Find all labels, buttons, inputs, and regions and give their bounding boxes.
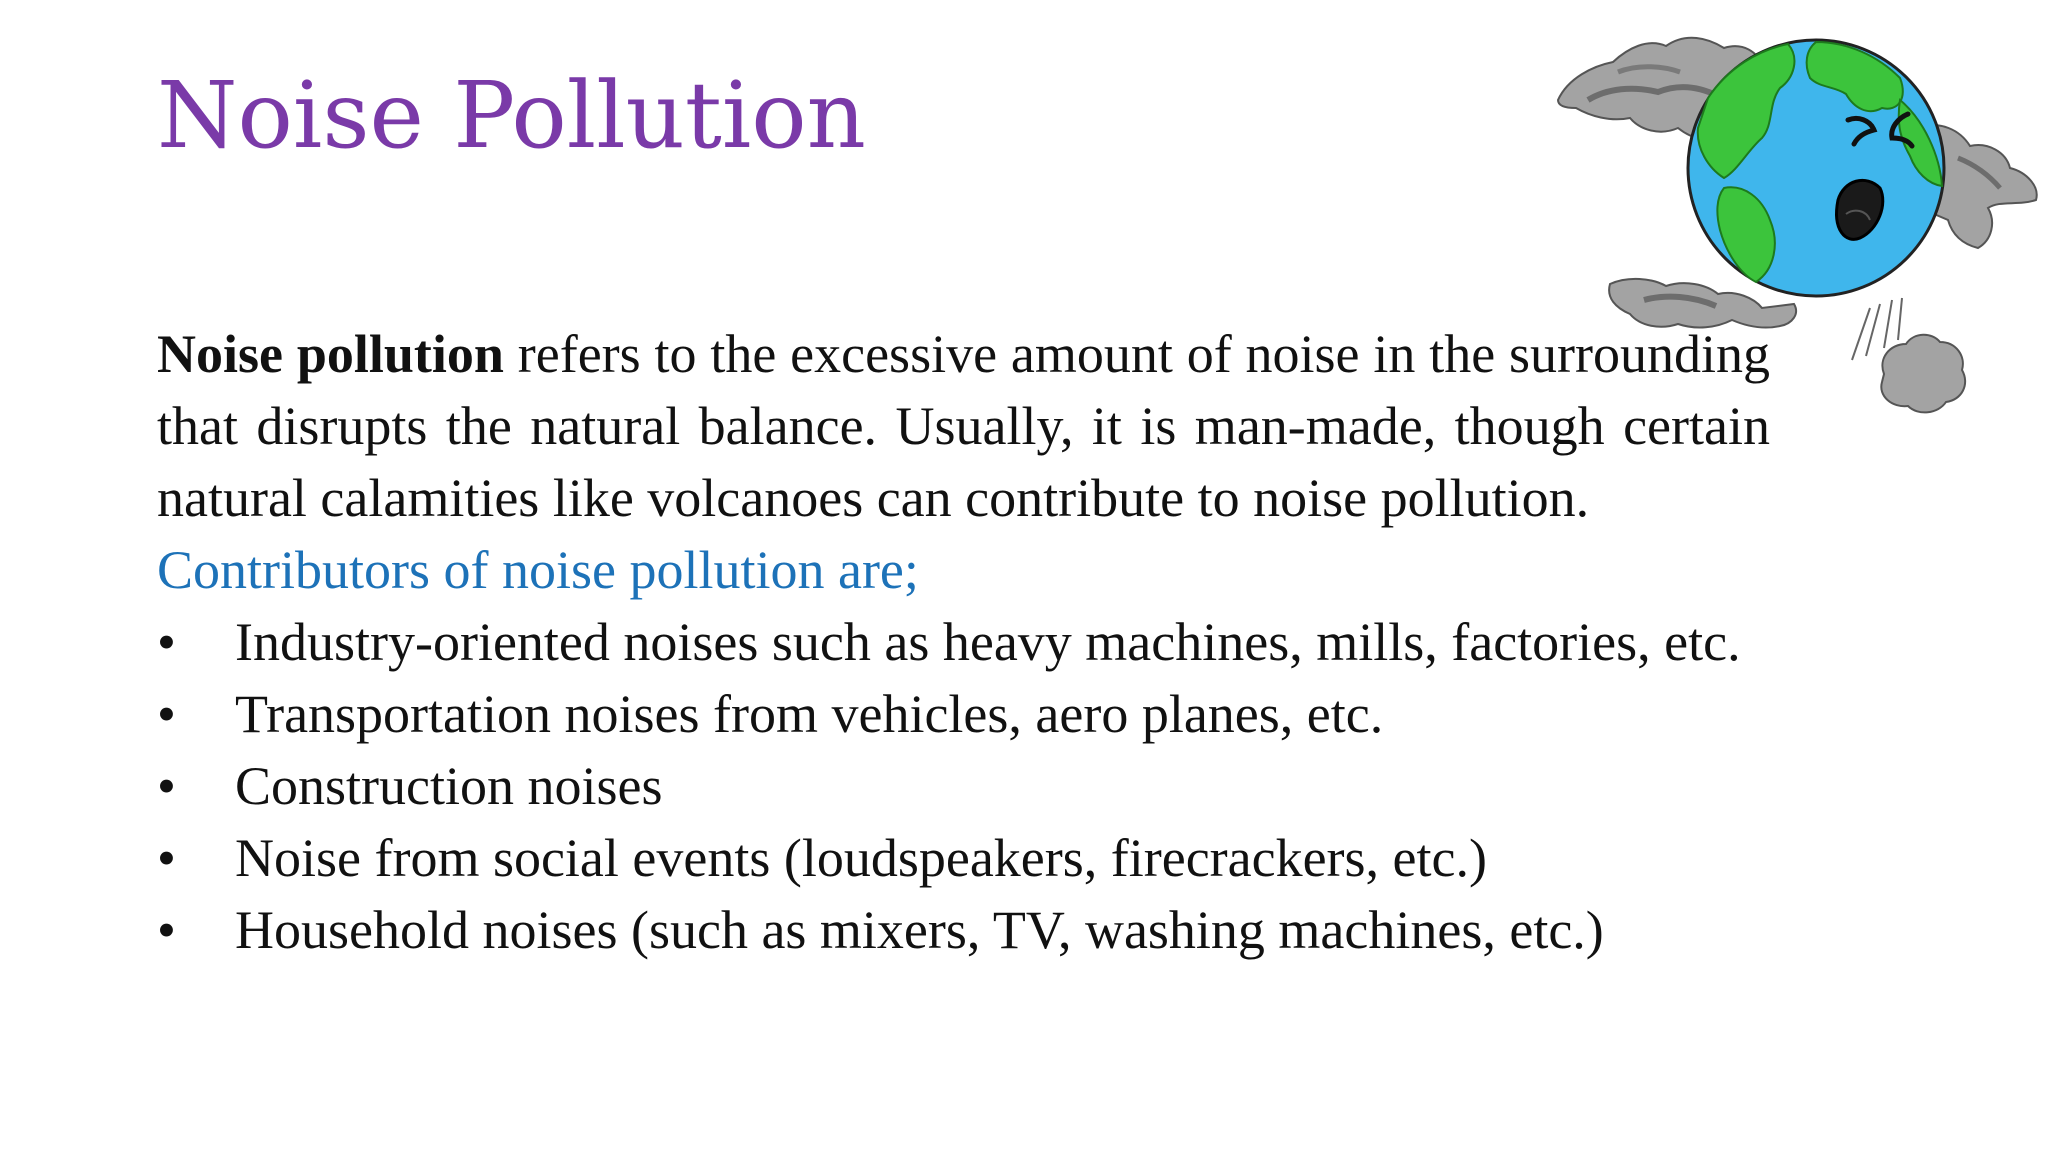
- intro-paragraph: [157, 318, 1770, 534]
- bullet-icon: •: [157, 900, 176, 960]
- list-item-text: Transportation noises from vehicles, aero planes, etc.: [235, 684, 1384, 744]
- slide-body: [157, 318, 1770, 966]
- list-item: [157, 822, 1770, 894]
- bullet-icon: •: [157, 684, 176, 744]
- list-item-text: Construction noises: [235, 756, 663, 816]
- list-item: [157, 606, 1770, 678]
- bullet-icon: •: [157, 756, 176, 816]
- slide-title: Noise Pollution: [157, 62, 866, 169]
- intro-term: Noise pollution: [157, 324, 504, 384]
- list-item-text: Noise from social events (loudspeakers, firecrackers, etc.): [235, 828, 1487, 888]
- bullet-icon: •: [157, 612, 176, 672]
- list-item: [157, 750, 1770, 822]
- bullet-icon: •: [157, 828, 176, 888]
- contributors-heading: Contributors of noise pollution are;: [157, 540, 919, 600]
- list-item-text: Industry-oriented noises such as heavy machines, mills, factories, etc.: [235, 612, 1741, 672]
- list-item-text: Household noises (such as mixers, TV, washing machines, etc.): [235, 900, 1604, 960]
- intro-text: refers to the excessive amount of noise in the surrounding that disrupts the natural balance. Usually, it is man-made, though certain natural calamities like volcanoes can contribute to noise pollution.: [157, 324, 1771, 528]
- list-item: [157, 894, 1770, 966]
- list-item: [157, 678, 1770, 750]
- contributors-list: [157, 606, 1770, 966]
